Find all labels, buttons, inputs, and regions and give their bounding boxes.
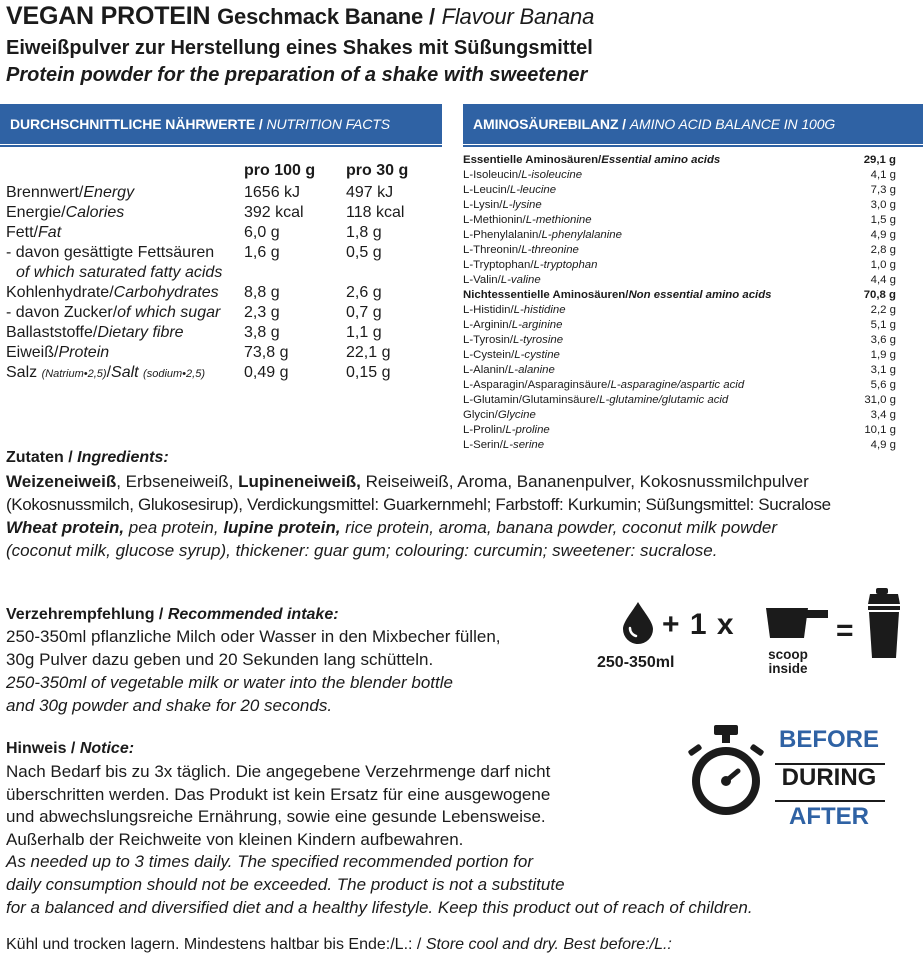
amino-acid-name-en: L-threonine (521, 244, 579, 256)
ingredient-text: pea protein, (124, 518, 224, 537)
nutrition-value-30g: 0,7 g (346, 304, 382, 321)
amino-acid-name-en: L-phenylalanine (541, 229, 622, 241)
salt-per-30g: 0,15 g (346, 364, 391, 381)
salt-per-100g: 0,49 g (244, 364, 289, 381)
amino-acid-value: 4,9 g (870, 229, 896, 241)
amino-acid-name-de: L-Asparagin/Asparaginsäure/ (463, 379, 611, 391)
notice-heading (6, 740, 134, 758)
nutrition-label-de: Fett/ (6, 224, 39, 241)
amino-acid-name-en: L-glutamine/glutamic acid (599, 394, 729, 406)
nutrition-value-100g: 6,0 g (244, 224, 280, 241)
amino-acid-row (463, 394, 896, 409)
scoop-inside-label (752, 648, 824, 676)
amino-acid-row (463, 184, 896, 199)
nutrition-row (6, 344, 446, 364)
notice-line: for a balanced and diversified diet and a healthy lifestyle. Keep this product out of reach of children. (6, 897, 753, 917)
amino-acid-value: 5,6 g (870, 379, 896, 391)
amino-acid-name-de: L-Arginin/ (463, 319, 512, 331)
storage-en: Store cool and dry. Best before:/L.: (425, 936, 672, 953)
nutrition-value-30g: 1,1 g (346, 324, 382, 341)
nutrition-value-100g: 8,8 g (244, 284, 280, 301)
amino-acid-row (463, 244, 896, 259)
salt-en-note: (sodium•2,5) (143, 368, 205, 380)
amino-acid-name (463, 409, 536, 421)
nutrition-row (6, 284, 446, 304)
amino-acid-row (463, 274, 896, 289)
nutrition-label (6, 224, 61, 242)
notice-heading-en: Notice: (79, 740, 135, 757)
nutrition-label-de: Ballaststoffe/ (6, 324, 98, 341)
title-flavour-en: Flavour Banana (441, 4, 595, 29)
amino-acid-name (463, 349, 560, 361)
nutrition-value-100g: 1,6 g (244, 244, 280, 261)
notice-line: überschritten werden. Das Produkt ist kein Ersatz für eine ausgewogene (6, 784, 551, 804)
nutrition-value-100g: 3,8 g (244, 324, 280, 341)
nutrition-label-en: Protein (58, 344, 110, 361)
scoop-label-line-2: inside (768, 661, 808, 676)
amino-acid-name-en: Glycine (497, 409, 536, 421)
notice-line: und abwechslungsreiche Ernährung, sowie eine gesunde Lebensweise. (6, 807, 546, 827)
amino-heading-de: AMINOSÄUREBILANZ / (473, 116, 626, 132)
nutrition-value-30g: 118 kcal (346, 204, 405, 221)
amino-acid-name-en: L-serine (502, 439, 545, 451)
amino-acid-name-de: L-Alanin/ (463, 364, 508, 376)
amino-acid-value: 7,3 g (870, 184, 896, 196)
amino-acid-row (463, 334, 896, 349)
amino-acid-name (463, 304, 566, 316)
amino-acid-row (463, 229, 896, 244)
nutrition-label-en: Carbohydrates (113, 284, 219, 301)
nutrition-label-en: Calories (65, 204, 125, 221)
ingredient-text: , Erbseneiweiß, (116, 472, 239, 491)
nutrition-label-en: Fat (38, 224, 62, 241)
nutrition-row-salt (6, 364, 446, 384)
amino-acid-row (463, 304, 896, 319)
title-product-name: VEGAN PROTEIN (6, 2, 211, 30)
notice-line: As needed up to 3 times daily. The specified recommended portion for (6, 852, 533, 872)
ingredient-text: Reiseiweiß, Aroma, Bananenpulver, Kokosnussmilchpulver (360, 472, 809, 491)
amino-acid-value: 4,4 g (870, 274, 896, 286)
ingredient-highlight: lupine protein, (223, 518, 341, 537)
amino-acid-value: 2,2 g (870, 304, 896, 316)
amino-acid-row (463, 259, 896, 274)
notice-line: Nach Bedarf bis zu 3x täglich. Die angegebene Verzehrmenge darf nicht (6, 762, 551, 781)
shaker-bottle-icon (864, 588, 904, 660)
amino-acid-name-en: L-leucine (509, 184, 557, 196)
salt-de: Salz (6, 364, 38, 381)
subtitle-de: Eiweißpulver zur Herstellung eines Shakes mit Süßungsmittel (6, 37, 593, 59)
intake-heading-en: Recommended intake: (167, 606, 339, 623)
nutrition-label-en: Energy (83, 184, 135, 201)
nutrition-value-30g: 1,8 g (346, 224, 382, 241)
ingredient-highlight: Lupineneiweiß, (238, 472, 361, 491)
amino-acid-value: 70,8 g (863, 289, 896, 301)
amino-acid-value: 4,1 g (870, 169, 896, 181)
plus-one-times: + 1 x (662, 608, 735, 641)
amino-acid-row (463, 349, 896, 364)
nutrition-label (6, 344, 109, 362)
amino-acid-value: 3,4 g (870, 409, 896, 421)
nutrition-value-30g: 22,1 g (346, 344, 391, 361)
subtitle-en: Protein powder for the preparation of a shake with sweetener (6, 64, 588, 86)
nutrition-label-de: - davon Zucker/ (6, 304, 118, 321)
amino-acid-name-de: L-Tyrosin/ (463, 334, 514, 346)
amino-acid-row (463, 319, 896, 334)
amino-acid-row (463, 364, 896, 379)
nutrition-value-30g: 497 kJ (346, 184, 394, 201)
amino-acid-name-en: L-isoleucine (521, 169, 583, 181)
amino-acid-name-de: L-Serin/ (463, 439, 503, 451)
amino-acid-name-en: Essential amino acids (601, 154, 721, 166)
nutrition-heading-en: NUTRITION FACTS (266, 116, 390, 132)
amino-acid-name-de: L-Glutamin/Glutaminsäure/ (463, 394, 600, 406)
amino-acid-row (463, 214, 896, 229)
ingredients-en-line-1 (6, 518, 777, 538)
amino-acid-value: 4,9 g (870, 439, 896, 451)
amino-acid-name-en: L-proline (505, 424, 550, 436)
nutrition-value-30g: 0,5 g (346, 244, 382, 261)
nutrition-row (6, 184, 446, 204)
equals-sign: = (836, 614, 854, 647)
nutrition-facts-header (0, 104, 442, 144)
amino-acid-value: 3,1 g (870, 364, 896, 376)
amino-acid-name-de: L-Prolin/ (463, 424, 506, 436)
notice-line: Außerhalb der Reichweite von kleinen Kindern aufbewahren. (6, 829, 464, 849)
amino-acid-name (463, 169, 582, 181)
nutrition-value-100g: 1656 kJ (244, 184, 301, 201)
notice-line: daily consumption should not be exceeded. The product is not a substitute (6, 875, 565, 894)
amino-acid-row (463, 169, 896, 184)
nutrition-label-en: of which sugar (117, 304, 221, 321)
amino-acid-name-de: L-Threonin/ (463, 244, 522, 256)
amino-acid-value: 3,0 g (870, 199, 896, 211)
scoop-icon (764, 606, 828, 640)
salt-slash: / (106, 364, 112, 381)
intake-heading-de: Verzehrempfehlung / (6, 606, 164, 623)
amino-acid-name (463, 274, 541, 286)
amino-acid-name-en: L-tryptophan (533, 259, 598, 271)
amino-acid-name-en: L-histidine (513, 304, 566, 316)
amino-acid-name-en: L-tyrosine (513, 334, 564, 346)
nutrition-row (6, 324, 446, 344)
amino-acid-row (463, 379, 896, 394)
amino-heading-en: AMINO ACID BALANCE IN 100G (629, 116, 836, 132)
amino-acid-name-en: Non essential amino acids (628, 289, 772, 301)
amino-acid-value: 10,1 g (864, 424, 896, 436)
amino-acid-name (463, 319, 562, 331)
nutrition-label (6, 264, 222, 282)
amino-acid-name (463, 394, 728, 406)
ingredients-heading (6, 449, 169, 467)
water-drop-icon (620, 600, 656, 644)
nutrition-heading-de: DURCHSCHNITTLICHE NÄHRWERTE / (10, 116, 263, 132)
amount-label: 250-350ml (597, 654, 675, 671)
nutrition-label (6, 324, 184, 342)
amino-acid-name (463, 244, 579, 256)
amino-acid-name (463, 229, 622, 241)
amino-acid-row (463, 289, 896, 304)
ingredients-en-line-2: (coconut milk, glucose syrup), thickener: guar gum; colouring: curcumin; sweetener: sucralose. (6, 541, 718, 560)
intake-heading (6, 606, 339, 624)
nutrition-label-de: - davon gesättigte Fettsäuren (6, 244, 215, 261)
ingredient-text: rice protein, aroma, banana powder, coconut milk powder (340, 518, 777, 537)
nutrition-column-headers (6, 162, 446, 182)
ingredients-heading-de: Zutaten / (6, 449, 73, 466)
nutrition-label (6, 304, 220, 322)
nutrition-value-100g: 2,3 g (244, 304, 280, 321)
product-title (6, 2, 594, 31)
nutrition-label (6, 244, 214, 262)
ingredients-de-line-2: (Kokosnussmilch, Glukosesirup), Verdickungsmittel: Guarkernmehl; Farbstoff: Kurkumin; Süßungsmittel: Sucralose (6, 495, 831, 514)
amino-acid-name-de: L-Valin/ (463, 274, 501, 286)
amino-acid-row (463, 409, 896, 424)
nutrition-label-en: of which saturated fatty acids (16, 264, 223, 281)
ingredients-de-line-1 (6, 472, 809, 492)
amino-acid-name-en: L-methionine (525, 214, 592, 226)
amino-acid-value: 1,9 g (870, 349, 896, 361)
amino-acid-name-en: L-lysine (502, 199, 542, 211)
nutrition-label-de: Eiweiß/ (6, 344, 59, 361)
amino-acid-name (463, 199, 542, 211)
column-per-30g: pro 30 g (346, 162, 409, 179)
ingredient-highlight: Wheat protein, (6, 518, 125, 537)
timing-divider (775, 800, 885, 802)
amino-acid-name (463, 289, 772, 301)
nutrition-row (6, 304, 446, 324)
amino-acid-row (463, 439, 896, 454)
amino-acid-name-de: L-Leucin/ (463, 184, 510, 196)
nutrition-label-de: Brennwert/ (6, 184, 84, 201)
amino-acid-name (463, 259, 597, 271)
amino-acid-name-de: L-Isoleucin/ (463, 169, 522, 181)
amino-acid-name (463, 424, 550, 436)
stopwatch-icon (686, 725, 766, 821)
amino-acid-name (463, 379, 744, 391)
intake-line: 250-350ml pflanzliche Milch oder Wasser in den Mixbecher füllen, (6, 627, 501, 646)
timing-before: BEFORE (778, 726, 879, 753)
amino-acid-name-en: L-arginine (511, 319, 563, 331)
amino-acid-value: 2,8 g (870, 244, 896, 256)
amino-acid-name-de: L-Lysin/ (463, 199, 503, 211)
amino-acid-name-de: L-Phenylalanin/ (463, 229, 542, 241)
nutrition-label-de: Energie/ (6, 204, 66, 221)
nutrition-row (6, 204, 446, 224)
timing-during: DURING (781, 764, 877, 791)
amino-acid-name (463, 184, 556, 196)
nutrition-label-en: Dietary fibre (97, 324, 184, 341)
amino-acid-name (463, 439, 544, 451)
intake-line: and 30g powder and shake for 20 seconds. (6, 696, 333, 715)
amino-acid-name-de: Glycin/ (463, 409, 498, 421)
notice-heading-de: Hinweis / (6, 740, 76, 757)
nutrition-label (6, 284, 219, 302)
amino-acid-name-en: L-alanine (507, 364, 555, 376)
amino-acid-name (463, 214, 592, 226)
amino-acid-name-de: Essentielle Aminosäuren/ (463, 154, 602, 166)
amino-acid-name-en: L-asparagine/aspartic acid (610, 379, 745, 391)
nutrition-label-de: Kohlenhydrate/ (6, 284, 114, 301)
amino-acid-row (463, 199, 896, 214)
amino-acid-name (463, 154, 720, 166)
nutrition-row (6, 244, 446, 264)
nutrition-value-100g: 392 kcal (244, 204, 304, 221)
nutrition-row (6, 224, 446, 244)
salt-en: Salt (111, 364, 139, 381)
intake-line: 30g Pulver dazu geben und 20 Sekunden lang schütteln. (6, 650, 434, 669)
nutrition-label (6, 204, 124, 222)
amino-acid-name (463, 334, 563, 346)
amino-acid-row (463, 154, 896, 169)
amino-acid-name-de: L-Histidin/ (463, 304, 514, 316)
storage-de: Kühl und trocken lagern. Mindestens haltbar bis Ende:/L.: / (6, 936, 426, 953)
timing-after: AFTER (789, 803, 869, 830)
ingredients-heading-en: Ingredients: (77, 449, 169, 466)
nutrition-value-100g: 73,8 g (244, 344, 289, 361)
amino-acid-name (463, 364, 555, 376)
scoop-label-line-1: scoop (768, 647, 808, 662)
amino-acid-name-en: L-valine (500, 274, 541, 286)
column-per-100g: pro 100 g (244, 162, 316, 179)
nutrition-row (6, 264, 446, 284)
ingredient-highlight: Weizeneiweiß (6, 472, 117, 491)
amino-acid-name-en: L-cystine (514, 349, 560, 361)
amino-acid-name-de: Nichtessentielle Aminosäuren/ (463, 289, 629, 301)
nutrition-label (6, 184, 134, 202)
amino-acid-name-de: L-Cystein/ (463, 349, 515, 361)
intake-line: 250-350ml of vegetable milk or water into the blender bottle (6, 673, 453, 692)
amino-acid-value: 1,5 g (870, 214, 896, 226)
salt-de-note: (Natrium•2,5) (41, 368, 107, 380)
amino-acid-value: 3,6 g (870, 334, 896, 346)
storage-line (6, 936, 672, 954)
title-flavour-de: Geschmack Banane / (217, 4, 435, 29)
amino-acid-row (463, 424, 896, 439)
amino-acid-header (463, 104, 923, 144)
nutrition-value-30g: 2,6 g (346, 284, 382, 301)
amino-acid-value: 1,0 g (870, 259, 896, 271)
amino-acid-name-de: L-Tryptophan/ (463, 259, 534, 271)
amino-acid-value: 29,1 g (863, 154, 896, 166)
amino-acid-name-de: L-Methionin/ (463, 214, 526, 226)
amino-acid-value: 31,0 g (864, 394, 896, 406)
amino-acid-value: 5,1 g (870, 319, 896, 331)
